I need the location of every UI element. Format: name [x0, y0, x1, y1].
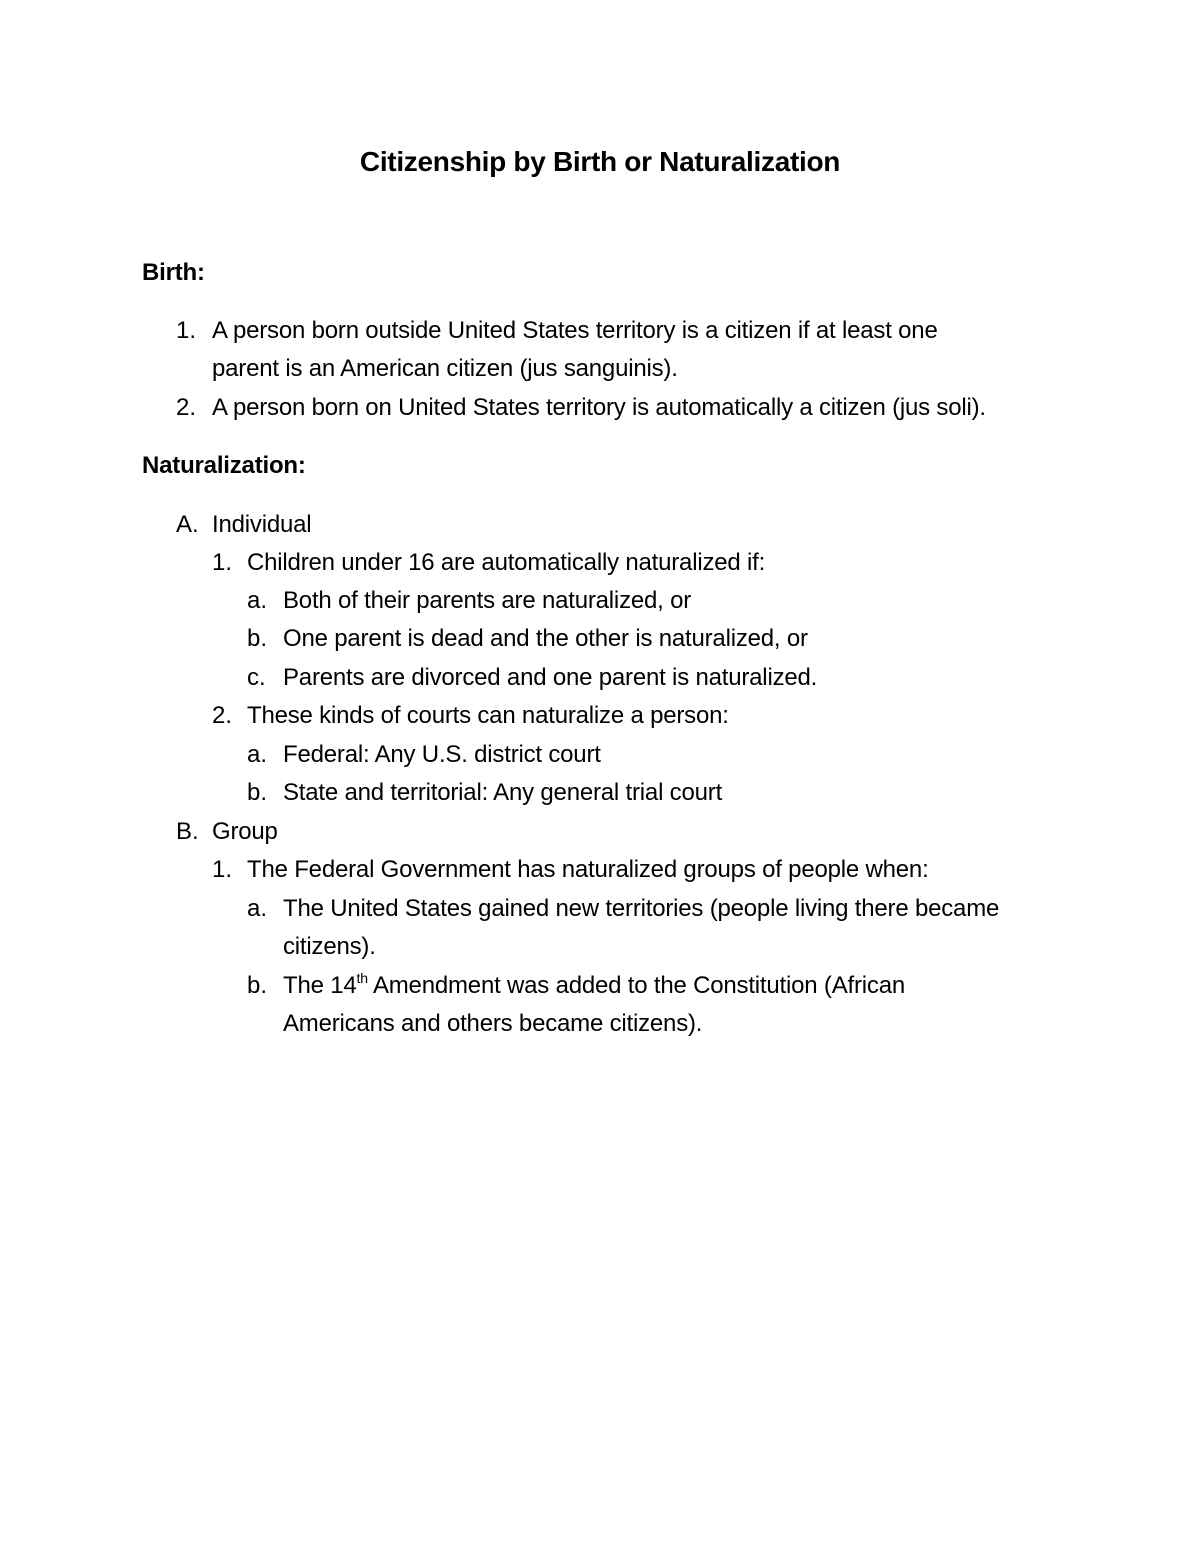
sublist-marker: a. — [247, 587, 268, 614]
sublist-marker: b. — [247, 972, 268, 999]
ordinal-suffix: th — [356, 970, 368, 986]
amendment-text-start: The 14 — [283, 972, 357, 999]
list-item-text: A person born on United States territory is automatically a citizen (jus soli). — [212, 394, 986, 421]
sublist-marker: b. — [247, 625, 268, 652]
list-marker: 2. — [176, 394, 197, 421]
sublist-item-text: One parent is dead and the other is naturalized, or — [283, 625, 808, 652]
list-item-text: Children under 16 are automatically naturalized if: — [247, 549, 766, 576]
sublist-marker: c. — [247, 664, 266, 691]
list-marker: 1. — [176, 317, 197, 344]
list-marker: 2. — [212, 702, 233, 729]
sublist-item-text: Both of their parents are naturalized, or — [283, 587, 692, 614]
list-item-text: These kinds of courts can naturalize a person: — [247, 702, 729, 729]
sublist-marker: a. — [247, 895, 268, 922]
sublist-item-text: Federal: Any U.S. district court — [283, 741, 601, 768]
sublist-item-text: Parents are divorced and one parent is naturalized. — [283, 664, 818, 691]
list-item-text: parent is an American citizen (jus sanguinis). — [212, 355, 678, 382]
birth-heading: Birth: — [142, 259, 205, 286]
section-label: Group — [212, 818, 278, 845]
section-marker: B. — [176, 818, 199, 845]
sublist-item-text — [283, 969, 905, 1003]
sublist-item-text: citizens). — [283, 933, 376, 960]
list-marker: 1. — [212, 856, 233, 883]
sublist-item-text: State and territorial: Any general trial court — [283, 779, 723, 806]
sublist-item-text: The United States gained new territories (people living there became — [283, 895, 1000, 922]
sublist-item-text: Americans and others became citizens). — [283, 1010, 703, 1037]
naturalization-heading: Naturalization: — [142, 452, 306, 479]
sublist-marker: a. — [247, 741, 268, 768]
document-title: Citizenship by Birth or Naturalization — [359, 146, 841, 177]
section-marker: A. — [176, 511, 199, 538]
sublist-marker: b. — [247, 779, 268, 806]
section-label: Individual — [212, 511, 312, 538]
list-marker: 1. — [212, 549, 233, 576]
list-item-text: The Federal Government has naturalized groups of people when: — [247, 856, 929, 883]
list-item-text: A person born outside United States territory is a citizen if at least one — [212, 317, 938, 344]
amendment-text-end: Amendment was added to the Constitution (African — [367, 972, 905, 999]
